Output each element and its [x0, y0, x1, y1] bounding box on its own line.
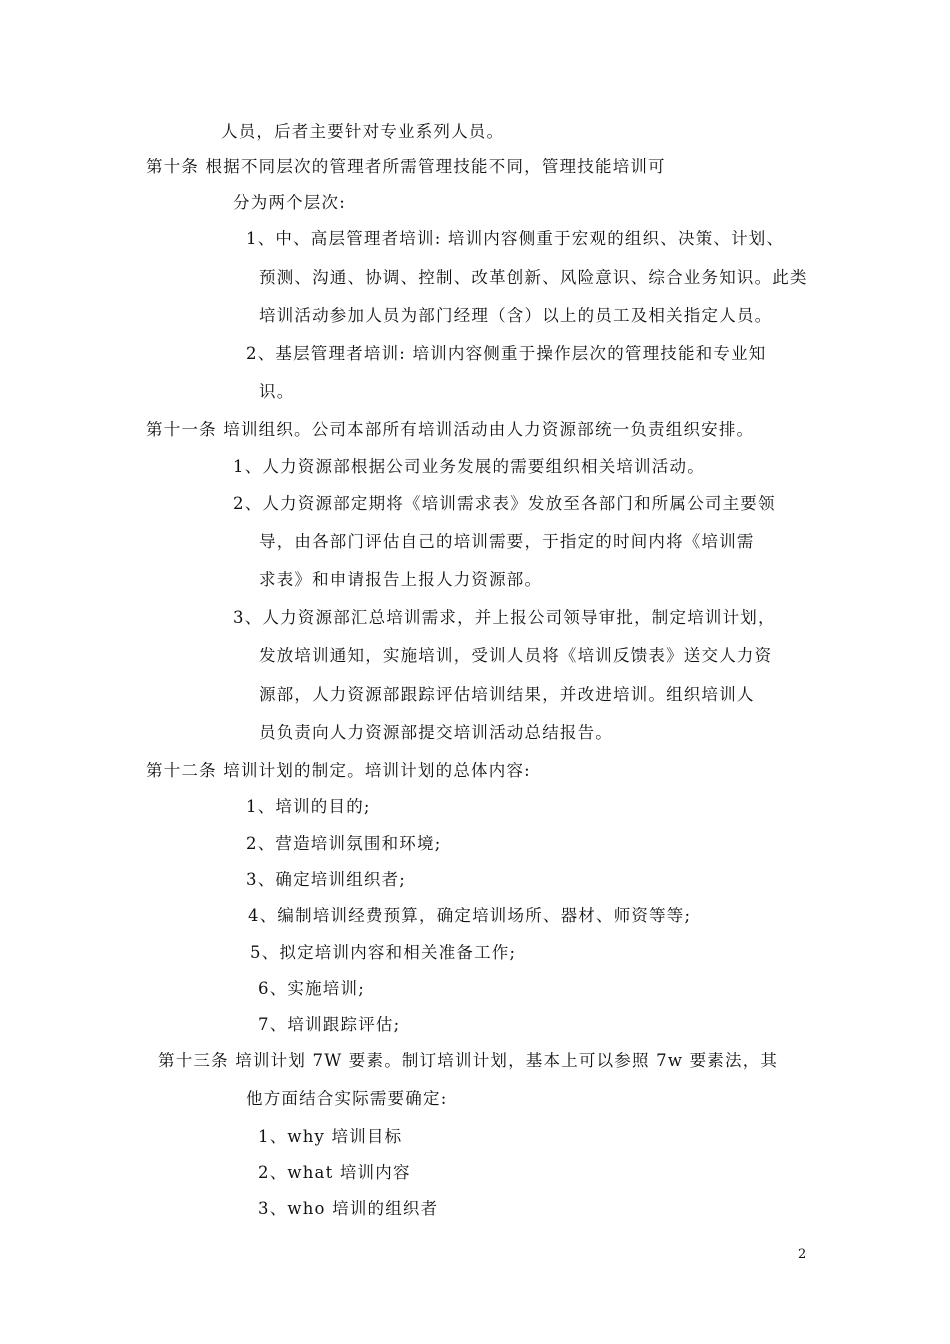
text-line: 求表》和申请报告上报人力资源部。	[259, 570, 543, 589]
article-13-heading: 第十三条 培训计划 7W 要素。制订培训计划，基本上可以参照 7w 要素法，其	[158, 1051, 779, 1070]
text-line: 源部，人力资源部跟踪评估培训结果，并改进培训。组织培训人	[259, 685, 755, 704]
article-11-heading: 第十一条 培训组织。公司本部所有培训活动由人力资源部统一负责组织安排。	[146, 420, 755, 439]
text-line: 他方面结合实际需要确定:	[246, 1089, 448, 1108]
text-line: 分为两个层次:	[233, 193, 346, 212]
list-item: 3、who 培训的组织者	[258, 1199, 439, 1218]
list-item: 2、what 培训内容	[258, 1163, 411, 1182]
list-item: 3、人力资源部汇总培训需求，并上报公司领导审批，制定培训计划，	[233, 608, 776, 627]
article-10-heading: 第十条 根据不同层次的管理者所需管理技能不同，管理技能培训可	[146, 157, 666, 176]
text-line: 预测、沟通、协调、控制、改革创新、风险意识、综合业务知识。此类	[259, 268, 808, 287]
list-item: 2、营造培训氛围和环境;	[246, 834, 442, 853]
list-item: 3、确定培训组织者;	[246, 870, 407, 889]
text-line: 导，由各部门评估自己的培训需要，于指定的时间内将《培训需	[259, 532, 755, 551]
text-line: 人员，后者主要针对专业系列人员。	[221, 122, 505, 141]
text-line: 员负责向人力资源部提交培训活动总结报告。	[259, 723, 613, 742]
list-item: 7、培训跟踪评估;	[258, 1015, 401, 1034]
list-item: 1、why 培训目标	[258, 1127, 403, 1146]
list-item: 1、中、高层管理者培训: 培训内容侧重于宏观的组织、决策、计划、	[246, 229, 785, 248]
list-item: 2、基层管理者培训: 培训内容侧重于操作层次的管理技能和专业知	[246, 344, 767, 363]
list-item: 5、拟定培训内容和相关准备工作;	[250, 943, 517, 962]
list-item: 2、人力资源部定期将《培训需求表》发放至各部门和所属公司主要领	[233, 494, 776, 513]
article-12-heading: 第十二条 培训计划的制定。培训计划的总体内容:	[146, 761, 531, 780]
list-item: 4、编制培训经费预算，确定培训场所、器材、师资等等;	[248, 906, 692, 925]
list-item: 6、实施培训;	[258, 979, 365, 998]
list-item: 1、人力资源部根据公司业务发展的需要组织相关培训活动。	[233, 457, 705, 476]
text-line: 发放培训通知，实施培训，受训人员将《培训反馈表》送交人力资	[259, 646, 773, 665]
page-number: 2	[798, 1247, 807, 1262]
text-line: 识。	[259, 382, 295, 401]
text-line: 培训活动参加人员为部门经理（含）以上的员工及相关指定人员。	[259, 306, 773, 325]
list-item: 1、培训的目的;	[246, 797, 371, 816]
